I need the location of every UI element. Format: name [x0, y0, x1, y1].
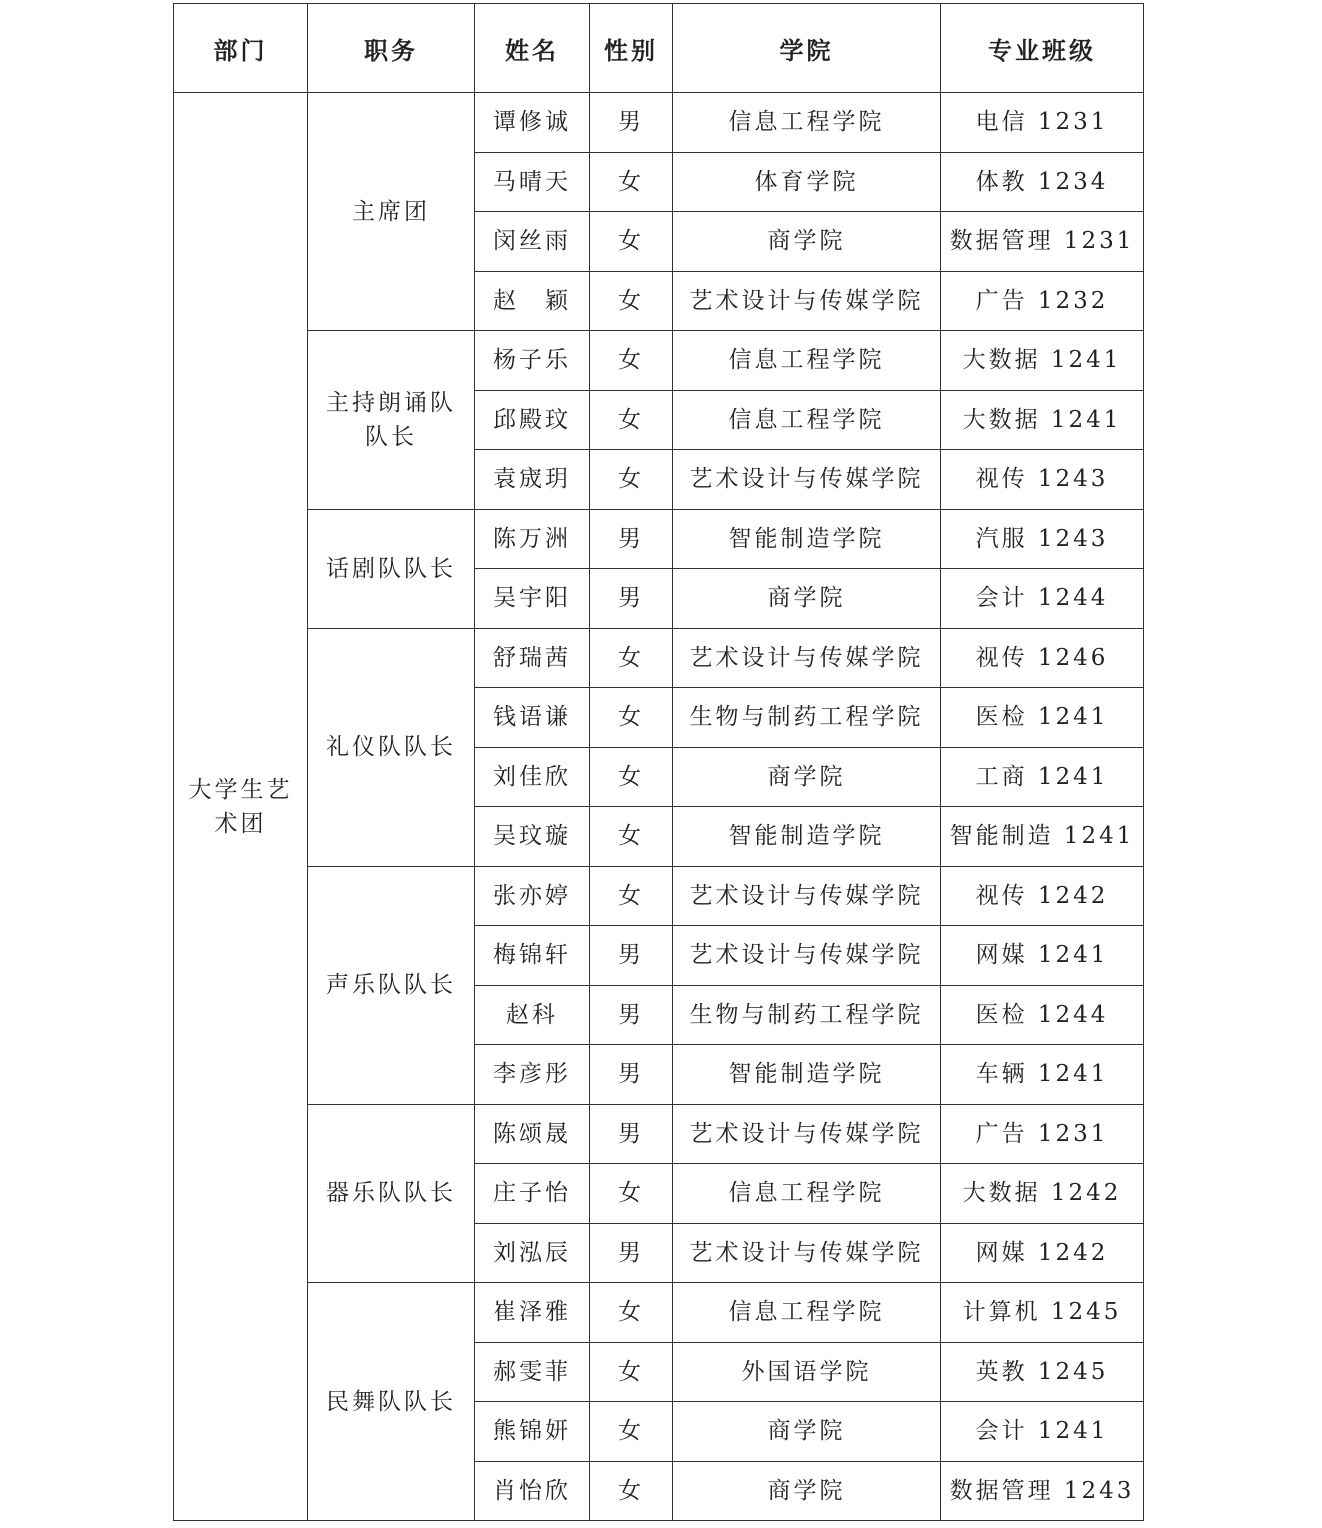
position-cell [308, 866, 475, 1104]
position-cell [308, 509, 475, 628]
college-cell: 信息工程学院 [673, 331, 941, 391]
college-cell: 艺术设计与传媒学院 [673, 1223, 941, 1283]
college-cell: 商学院 [673, 747, 941, 807]
college-cell: 艺术设计与传媒学院 [673, 866, 941, 926]
name-cell: 赵科 [475, 985, 590, 1045]
class-cell: 会计 1244 [941, 569, 1144, 629]
college-cell: 艺术设计与传媒学院 [673, 1104, 941, 1164]
header-department: 部门 [174, 4, 308, 93]
name-cell: 李彦彤 [475, 1045, 590, 1105]
table-row [174, 93, 1144, 153]
header-class: 专业班级 [941, 4, 1144, 93]
college-cell: 生物与制药工程学院 [673, 985, 941, 1045]
name-cell: 舒瑞茜 [475, 628, 590, 688]
college-cell: 智能制造学院 [673, 1045, 941, 1105]
class-cell: 大数据 1242 [941, 1164, 1144, 1224]
header-gender: 性别 [590, 4, 673, 93]
college-cell: 体育学院 [673, 152, 941, 212]
header-position: 职务 [308, 4, 475, 93]
class-cell: 会计 1241 [941, 1402, 1144, 1462]
gender-cell: 女 [590, 866, 673, 926]
class-cell: 车辆 1241 [941, 1045, 1144, 1105]
position-label: 主席团 [352, 198, 430, 225]
class-cell: 智能制造 1241 [941, 807, 1144, 867]
position-label: 话剧队队长 [326, 555, 456, 582]
gender-cell: 女 [590, 1342, 673, 1402]
name-cell: 杨子乐 [475, 331, 590, 391]
name-cell: 崔泽雅 [475, 1283, 590, 1343]
college-cell: 信息工程学院 [673, 1283, 941, 1343]
gender-cell: 女 [590, 1283, 673, 1343]
class-cell: 医检 1244 [941, 985, 1144, 1045]
name-cell: 吴玟璇 [475, 807, 590, 867]
table-body [174, 93, 1144, 1521]
gender-cell: 男 [590, 1045, 673, 1105]
gender-cell: 男 [590, 509, 673, 569]
gender-cell: 女 [590, 1461, 673, 1521]
class-cell: 数据管理 1231 [941, 212, 1144, 272]
name-cell: 张亦婷 [475, 866, 590, 926]
class-cell: 大数据 1241 [941, 331, 1144, 391]
class-cell: 视传 1242 [941, 866, 1144, 926]
name-cell: 庄子怡 [475, 1164, 590, 1224]
gender-cell: 女 [590, 212, 673, 272]
table-row [174, 331, 1144, 391]
table-header [174, 4, 1144, 93]
name-cell: 赵 颖 [475, 271, 590, 331]
college-cell: 生物与制药工程学院 [673, 688, 941, 748]
gender-cell: 女 [590, 688, 673, 748]
college-cell: 艺术设计与传媒学院 [673, 271, 941, 331]
name-cell: 谭修诚 [475, 93, 590, 153]
college-cell: 艺术设计与传媒学院 [673, 926, 941, 986]
gender-cell: 男 [590, 93, 673, 153]
college-cell: 智能制造学院 [673, 807, 941, 867]
position-cell [308, 93, 475, 331]
header-name: 姓名 [475, 4, 590, 93]
class-cell: 英教 1245 [941, 1342, 1144, 1402]
gender-cell: 女 [590, 152, 673, 212]
college-cell: 信息工程学院 [673, 1164, 941, 1224]
college-cell: 商学院 [673, 569, 941, 629]
department-label: 大学生艺术团 [188, 776, 293, 837]
class-cell: 视传 1243 [941, 450, 1144, 510]
gender-cell: 女 [590, 1164, 673, 1224]
gender-cell: 男 [590, 1104, 673, 1164]
class-cell: 医检 1241 [941, 688, 1144, 748]
position-cell [308, 628, 475, 866]
college-cell: 商学院 [673, 212, 941, 272]
college-cell: 信息工程学院 [673, 93, 941, 153]
gender-cell: 女 [590, 390, 673, 450]
class-cell: 大数据 1241 [941, 390, 1144, 450]
college-cell: 商学院 [673, 1402, 941, 1462]
name-cell: 熊锦妍 [475, 1402, 590, 1462]
table-row [174, 1104, 1144, 1164]
college-cell: 信息工程学院 [673, 390, 941, 450]
class-cell: 工商 1241 [941, 747, 1144, 807]
gender-cell: 男 [590, 1223, 673, 1283]
position-label: 礼仪队队长 [326, 734, 456, 760]
class-cell: 广告 1231 [941, 1104, 1144, 1164]
header-row [174, 4, 1144, 93]
position-label: 声乐队队长 [326, 972, 456, 998]
position-label: 民舞队队长 [326, 1388, 456, 1415]
class-cell: 广告 1232 [941, 271, 1144, 331]
class-cell: 体教 1234 [941, 152, 1144, 212]
name-cell: 刘佳欣 [475, 747, 590, 807]
department-cell [174, 93, 308, 1521]
name-cell: 郝雯菲 [475, 1342, 590, 1402]
class-cell: 网媒 1242 [941, 1223, 1144, 1283]
gender-cell: 男 [590, 569, 673, 629]
name-cell: 袁宬玥 [475, 450, 590, 510]
gender-cell: 女 [590, 331, 673, 391]
college-cell: 外国语学院 [673, 1342, 941, 1402]
gender-cell: 男 [590, 926, 673, 986]
class-cell: 电信 1231 [941, 93, 1144, 153]
table-row [174, 1283, 1144, 1343]
gender-cell: 男 [590, 985, 673, 1045]
college-cell: 艺术设计与传媒学院 [673, 628, 941, 688]
table-row [174, 866, 1144, 926]
header-college: 学院 [673, 4, 941, 93]
class-cell: 网媒 1241 [941, 926, 1144, 986]
table-row [174, 509, 1144, 569]
name-cell: 刘泓辰 [475, 1223, 590, 1283]
position-cell [308, 1104, 475, 1283]
gender-cell: 女 [590, 1402, 673, 1462]
gender-cell: 女 [590, 807, 673, 867]
college-cell: 智能制造学院 [673, 509, 941, 569]
name-cell: 梅锦轩 [475, 926, 590, 986]
class-cell: 视传 1246 [941, 628, 1144, 688]
name-cell: 闵丝雨 [475, 212, 590, 272]
gender-cell: 女 [590, 747, 673, 807]
name-cell: 陈颂晟 [475, 1104, 590, 1164]
college-cell: 艺术设计与传媒学院 [673, 450, 941, 510]
name-cell: 马晴天 [475, 152, 590, 212]
position-cell [308, 1283, 475, 1521]
gender-cell: 女 [590, 628, 673, 688]
class-cell: 数据管理 1243 [941, 1461, 1144, 1521]
college-cell: 商学院 [673, 1461, 941, 1521]
gender-cell: 女 [590, 450, 673, 510]
name-cell: 邱殿玟 [475, 390, 590, 450]
position-cell [308, 331, 475, 510]
name-cell: 钱语谦 [475, 688, 590, 748]
class-cell: 计算机 1245 [941, 1283, 1144, 1343]
gender-cell: 女 [590, 271, 673, 331]
position-label: 主持朗诵队队长 [326, 389, 456, 450]
name-cell: 陈万洲 [475, 509, 590, 569]
class-cell: 汽服 1243 [941, 509, 1144, 569]
position-label: 器乐队队长 [326, 1180, 456, 1207]
name-cell: 吴宇阳 [475, 569, 590, 629]
member-table [173, 3, 1144, 1521]
table-row [174, 628, 1144, 688]
name-cell: 肖怡欣 [475, 1461, 590, 1521]
